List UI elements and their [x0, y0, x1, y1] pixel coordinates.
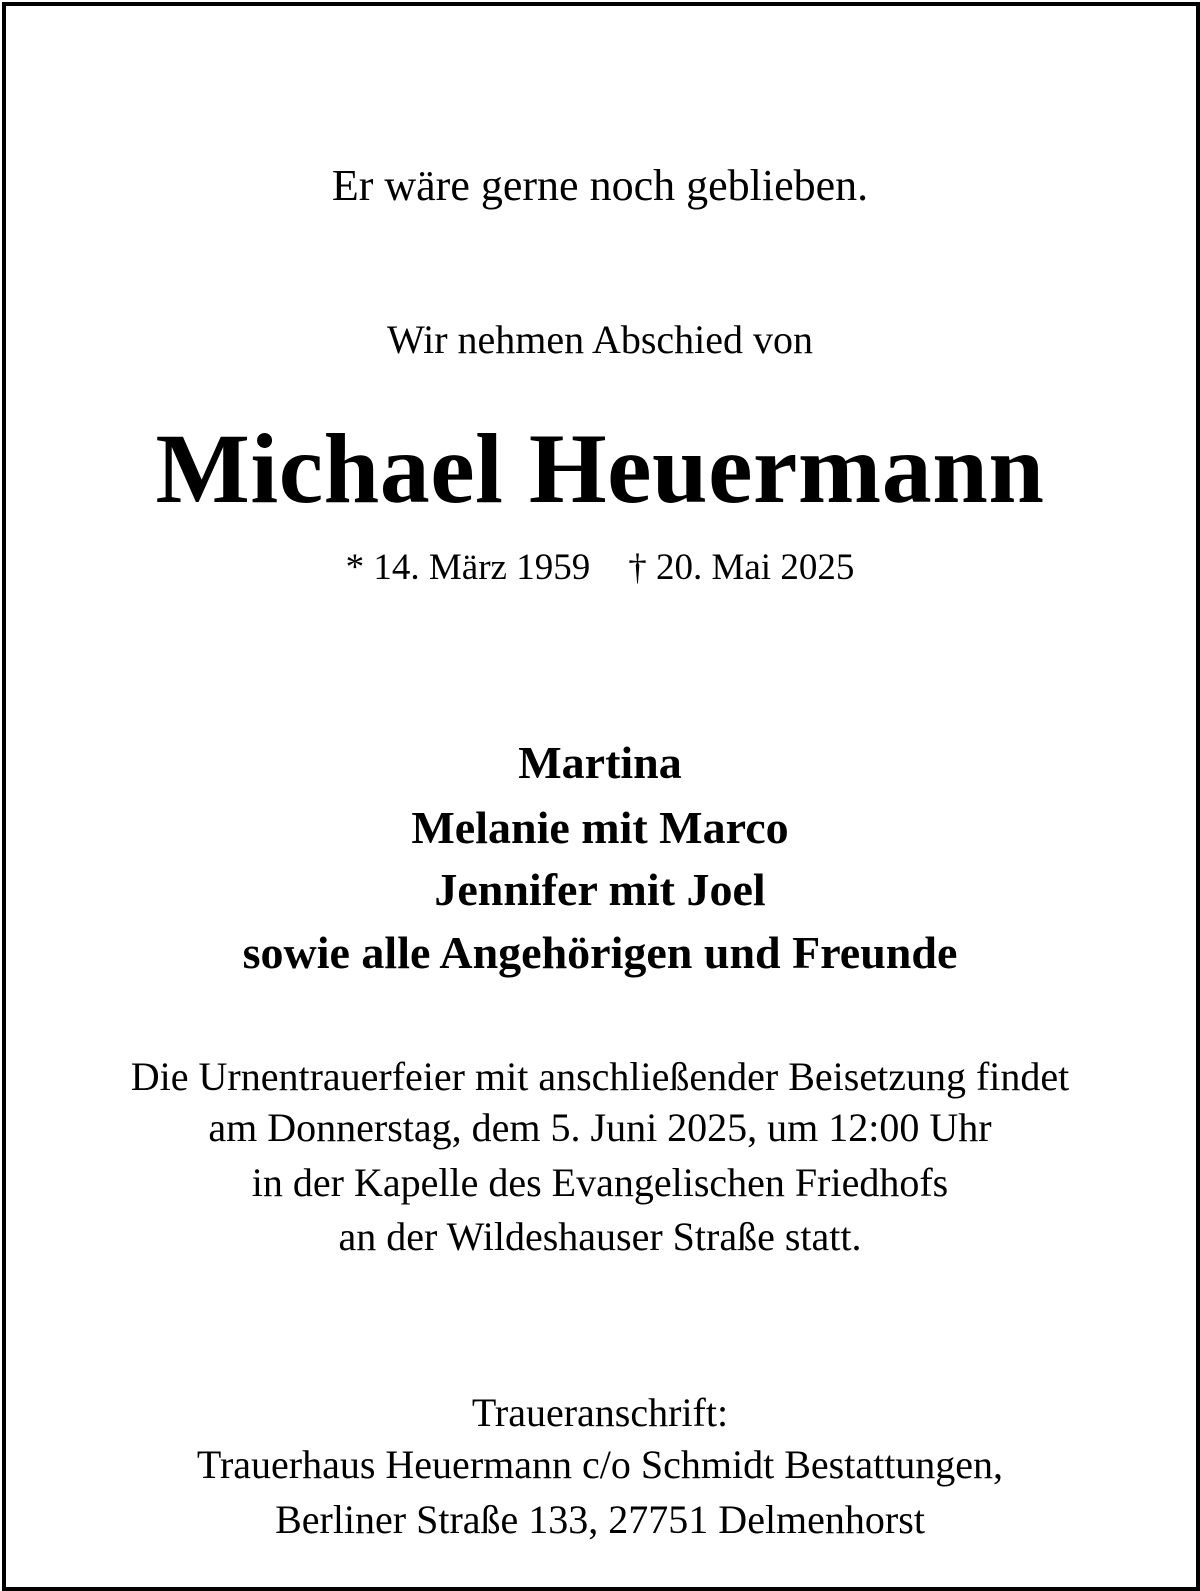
mourner-line: Martina [518, 737, 682, 788]
death-date: † 20. Mai 2025 [628, 547, 855, 588]
intro-text: Wir nehmen Abschied von [386, 317, 814, 362]
address-line: Berliner Straße 133, 27751 Delmenhorst [275, 1497, 925, 1542]
service-line: in der Kapelle des Evangelischen Friedhofs [251, 1160, 949, 1205]
deceased-name: Michael Heuermann [155, 413, 1045, 524]
address-line: Trauerhaus Heuermann c/o Schmidt Bestattungen, [196, 1442, 1004, 1487]
life-dates [0, 549, 1200, 586]
mourner-line: sowie alle Angehörigen und Freunde [242, 927, 958, 978]
birth-date: * 14. März 1959 [345, 547, 591, 588]
mourner-line: Jennifer mit Joel [434, 864, 766, 915]
service-line: am Donnerstag, dem 5. Juni 2025, um 12:00 Uhr [208, 1105, 992, 1150]
address-label: Traueranschrift: [471, 1390, 729, 1435]
mourner-line: Melanie mit Marco [411, 802, 789, 853]
motto-text: Er wäre gerne noch geblieben. [331, 161, 869, 210]
notice-border [2, 2, 1200, 1591]
service-line: an der Wildeshauser Straße statt. [338, 1214, 862, 1259]
service-line: Die Urnentrauerfeier mit anschließender Beisetzung findet [130, 1054, 1070, 1099]
